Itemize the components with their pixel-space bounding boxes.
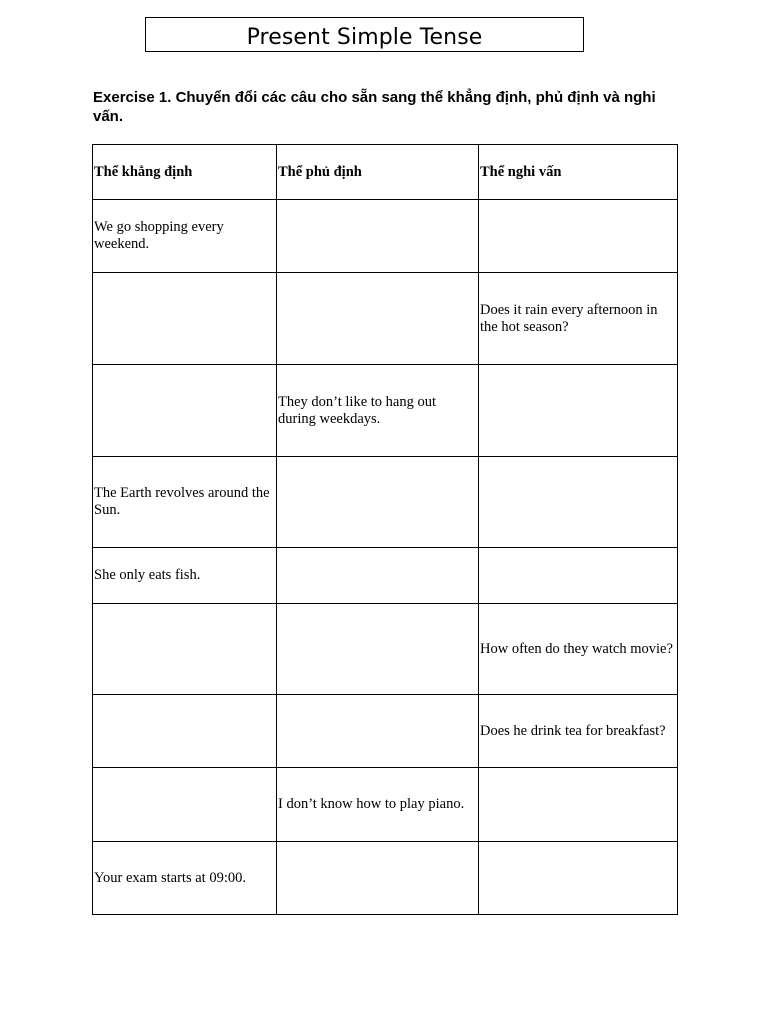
table-row (93, 273, 678, 365)
affirmative-cell: The Earth revolves around the Sun. (93, 457, 277, 548)
exercise-instructions: Exercise 1. Chuyển đổi các câu cho sẵn sang thể khẳng định, phủ định và nghi vấn. (93, 89, 656, 125)
affirmative-cell: She only eats fish. (93, 548, 277, 604)
affirmative-cell: We go shopping every weekend. (93, 200, 277, 273)
header-negative: Thể phủ định (277, 145, 479, 200)
negative-cell (277, 457, 479, 548)
negative-cell: I don’t know how to play piano. (277, 768, 479, 842)
negative-cell (277, 604, 479, 695)
table-row (93, 604, 678, 695)
affirmative-cell (93, 273, 277, 365)
negative-cell: They don’t like to hang out during weekdays. (277, 365, 479, 457)
affirmative-cell (93, 604, 277, 695)
affirmative-cell: Your exam starts at 09:00. (93, 842, 277, 915)
page-title: Present Simple Tense (246, 24, 483, 50)
interrogative-cell (479, 200, 678, 273)
table-row (93, 768, 678, 842)
exercise-table (92, 144, 678, 915)
table-row (93, 365, 678, 457)
negative-cell (277, 200, 479, 273)
header-interrogative: Thể nghi vấn (479, 145, 678, 200)
title-box (145, 17, 584, 52)
table-header-row (93, 145, 678, 200)
interrogative-cell (479, 768, 678, 842)
interrogative-cell (479, 548, 678, 604)
negative-cell (277, 548, 479, 604)
table-row (93, 842, 678, 915)
interrogative-cell (479, 365, 678, 457)
affirmative-cell (93, 768, 277, 842)
interrogative-cell (479, 457, 678, 548)
negative-cell (277, 842, 479, 915)
negative-cell (277, 695, 479, 768)
table-row (93, 457, 678, 548)
header-affirmative: Thể khẳng định (93, 145, 277, 200)
interrogative-cell: Does he drink tea for breakfast? (479, 695, 678, 768)
interrogative-cell (479, 842, 678, 915)
negative-cell (277, 273, 479, 365)
affirmative-cell (93, 695, 277, 768)
interrogative-cell: How often do they watch movie? (479, 604, 678, 695)
table-row (93, 695, 678, 768)
table-row (93, 200, 678, 273)
table-row (93, 548, 678, 604)
interrogative-cell: Does it rain every afternoon in the hot season? (479, 273, 678, 365)
affirmative-cell (93, 365, 277, 457)
